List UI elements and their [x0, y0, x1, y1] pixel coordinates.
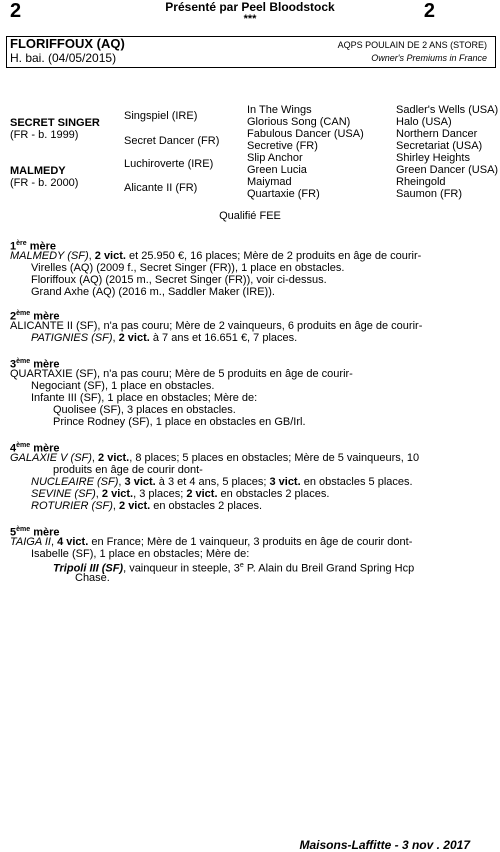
gen4-5: Shirley Heights [396, 152, 470, 164]
mere-1-heading: 1ère mère [10, 240, 56, 253]
mere-2-line-2: PATIGNIES (SF), 2 vict. à 7 ans et 16.651 €, 7 places. [31, 332, 298, 344]
sire-info: (FR - b. 1999) [10, 129, 79, 141]
gen4-8: Saumon (FR) [396, 188, 463, 200]
gen2-2: Secret Dancer (FR) [124, 135, 220, 147]
gen3-1: In The Wings [247, 104, 312, 116]
horse-name: FLORIFFOUX (AQ) [10, 36, 125, 51]
gen2-1: Singspiel (IRE) [124, 110, 198, 122]
owners-premiums: Owner's Premiums in France [371, 53, 487, 63]
mere-5-line-4: Chase. [75, 572, 110, 584]
mere-1-line-3: Floriffoux (AQ) (2015 m., Secret Singer (FR)), voir ci-dessus. [31, 274, 327, 286]
mere-3-line-5: Prince Rodney (SF), 1 place en obstacles en GB/Irl. [53, 416, 306, 428]
dam-name: MALMEDY [10, 165, 66, 177]
mere-3-line-2: Negociant (SF), 1 place en obstacles. [31, 380, 215, 392]
mere-1-line-1: MALMEDY (SF), 2 vict. et 25.950 €, 16 places; Mère de 2 produits en âge de courir- [10, 250, 422, 262]
dam-info: (FR - b. 2000) [10, 177, 79, 189]
gen4-4: Secretariat (USA) [396, 140, 483, 152]
mere-5-line-3: Tripoli III (SF), vainqueur in steeple, 3e P. Alain du Breil Grand Spring Hcp [53, 562, 415, 575]
gen3-5: Slip Anchor [247, 152, 303, 164]
mere-4-line-5: ROTURIER (SF), 2 vict. en obstacles 2 places. [31, 500, 263, 512]
gen2-3: Luchiroverte (IRE) [124, 158, 214, 170]
mere-4-line-1: GALAXIE V (SF), 2 vict., 8 places; 5 places en obstacles; Mère de 5 vainqueurs, 10 [10, 452, 420, 464]
mere-3-line-3: Infante III (SF), 1 place en obstacles; Mère de: [31, 392, 258, 404]
mere-3-line-1: QUARTAXIE (SF), n'a pas couru; Mère de 5 produits en âge de courir- [10, 368, 353, 380]
mere-5-line-2: Isabelle (SF), 1 place en obstacles; Mère de: [31, 548, 250, 560]
gen4-1: Sadler's Wells (USA) [396, 104, 499, 116]
mere-1-line-4: Grand Axhe (AQ) (2016 m., Saddler Maker (IRE)). [31, 286, 275, 298]
presented-by: Présenté par Peel Bloodstock [165, 0, 335, 14]
horse-description: H. bai. (04/05/2015) [10, 51, 117, 65]
stars-separator: *** [243, 13, 257, 25]
mere-4-line-3: NUCLEAIRE (SF), 3 vict. à 3 et 4 ans, 5 places; 3 vict. en obstacles 5 places. [31, 476, 413, 488]
footer-sale-info: Maisons-Laffitte - 3 nov . 2017 [299, 838, 470, 852]
horse-category: AQPS POULAIN DE 2 ANS (STORE) [337, 40, 487, 50]
lot-number-left: 2 [10, 0, 22, 22]
mere-5-heading: 5ème mère [10, 526, 60, 539]
gen4-2: Halo (USA) [396, 116, 452, 128]
sire-name: SECRET SINGER [10, 117, 100, 129]
gen3-6: Green Lucia [247, 164, 307, 176]
gen3-8: Quartaxie (FR) [247, 188, 320, 200]
lot-number-right: 2 [423, 0, 435, 22]
gen2-4: Alicante II (FR) [124, 182, 198, 194]
mere-3-heading: 3ème mère [10, 358, 60, 371]
mere-4-line-4: SEVINE (SF), 2 vict., 3 places; 2 vict. en obstacles 2 places. [31, 488, 330, 500]
qualification: Qualifié FEE [219, 210, 281, 222]
gen4-3: Northern Dancer [396, 128, 478, 140]
gen4-7: Rheingold [396, 176, 446, 188]
gen3-4: Secretive (FR) [247, 140, 318, 152]
gen3-3: Fabulous Dancer (USA) [247, 128, 364, 140]
mere-4-line-2: produits en âge de courir dont- [53, 464, 203, 476]
mere-4-heading: 4ème mère [10, 442, 60, 455]
mere-2-heading: 2ème mère [10, 310, 60, 323]
mere-2-line-1: ALICANTE II (SF), n'a pas couru; Mère de 2 vainqueurs, 6 produits en âge de courir- [10, 320, 423, 332]
mere-3-line-4: Quolisee (SF), 3 places en obstacles. [53, 404, 236, 416]
gen4-6: Green Dancer (USA) [396, 164, 499, 176]
mere-1-line-2: Virelles (AQ) (2009 f., Secret Singer (FR)), 1 place en obstacles. [31, 262, 345, 274]
gen3-7: Maiymad [247, 176, 292, 188]
gen3-2: Glorious Song (CAN) [247, 116, 351, 128]
mere-5-line-1: TAIGA II, 4 vict. en France; Mère de 1 vainqueur, 3 produits en âge de courir dont- [10, 536, 413, 548]
